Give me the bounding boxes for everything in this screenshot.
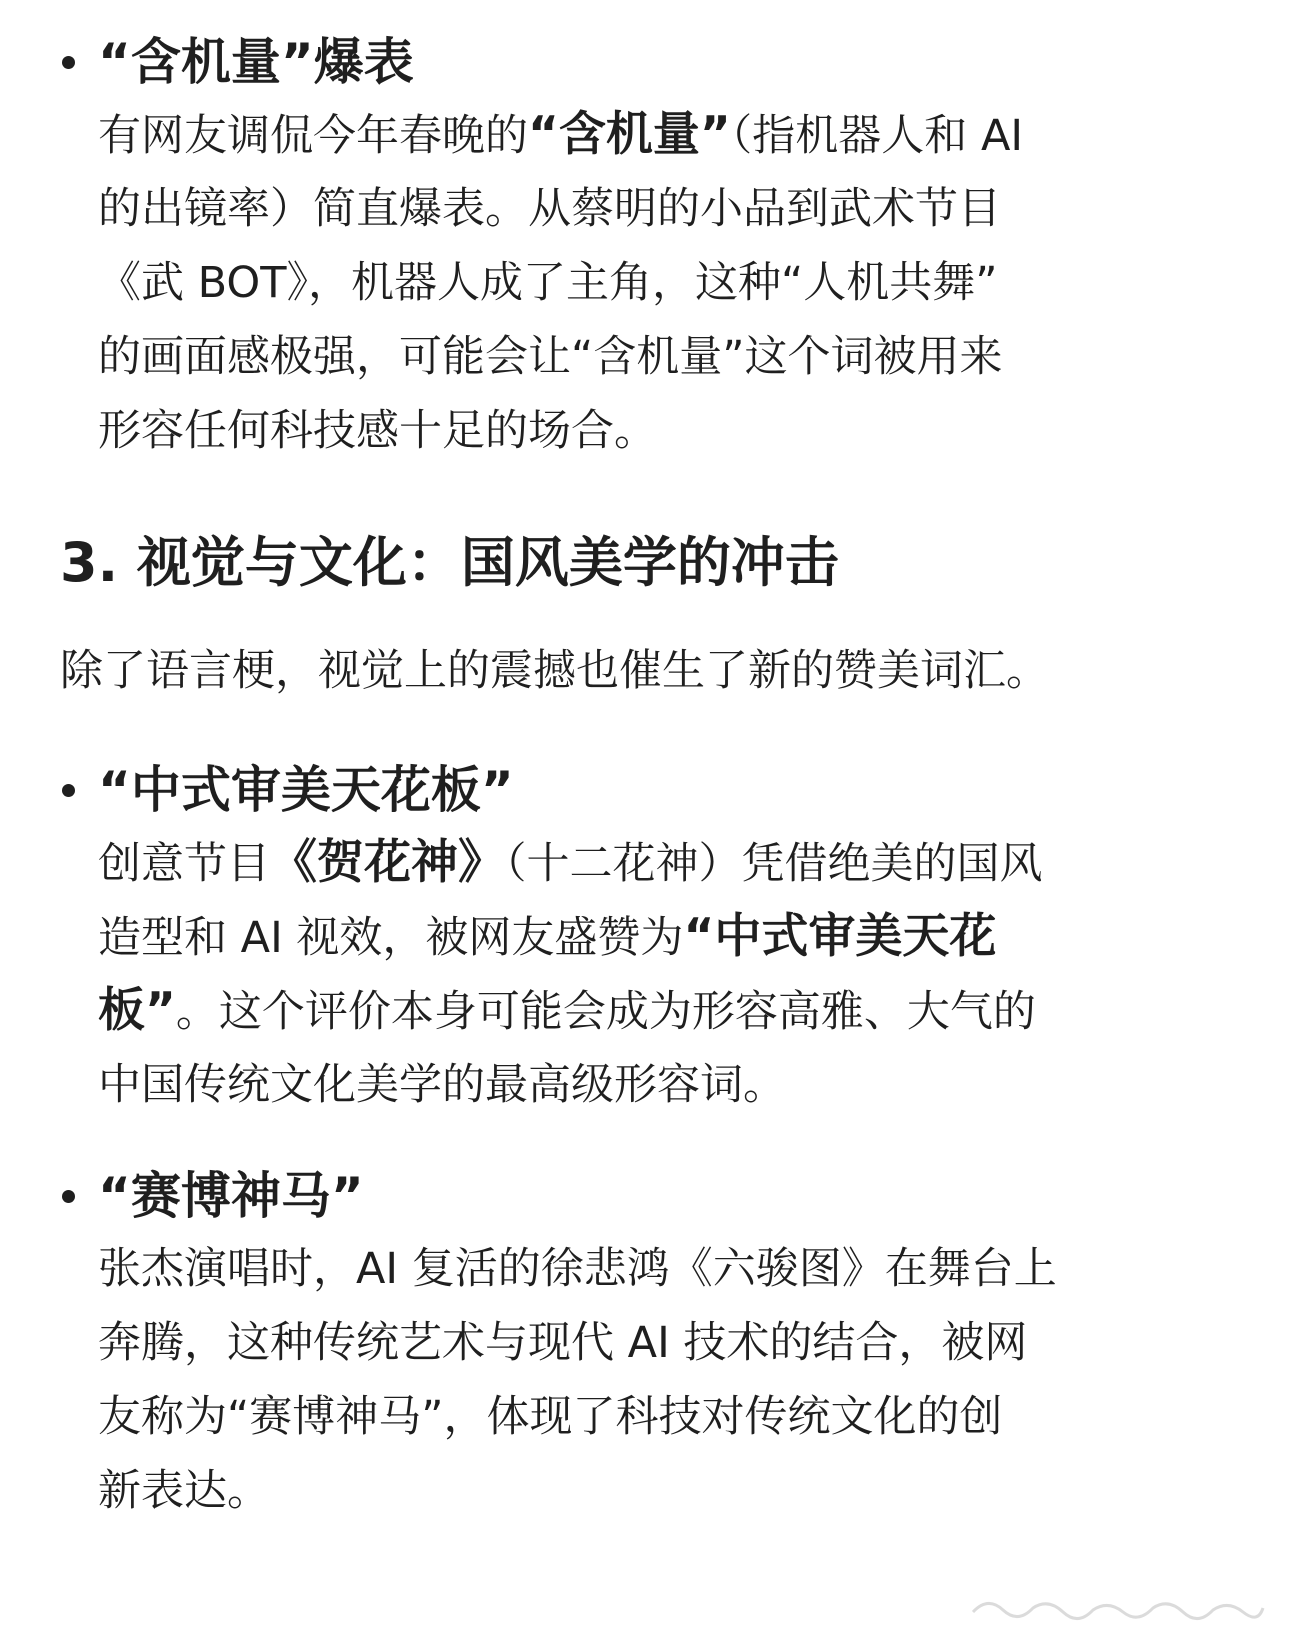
bullet-point (62, 1190, 75, 1203)
body-line: 《武 BOT》，机器人成了主角，这种“人机共舞” (98, 258, 998, 308)
item-body (98, 98, 1188, 468)
item-title: “中式审美天花板” (98, 761, 514, 819)
item-body (98, 1232, 1188, 1528)
body-line: 张杰演唱时，AI 复活的徐悲鸿《六骏图》在舞台上 (98, 1244, 1057, 1294)
body-line: 的画面感极强，可能会让“含机量”这个词被用来 (98, 332, 1003, 382)
body-line: 友称为“赛博神马”，体现了科技对传统文化的创 (98, 1392, 1003, 1442)
item-title: “赛博神马” (98, 1167, 364, 1225)
item-body (98, 826, 1188, 1122)
body-line: 板”。这个评价本身可能会成为形容高雅、大气的 (98, 983, 1036, 1038)
bullet-point (62, 56, 75, 69)
body-line: 有网友调侃今年春晚的“含机量”（指机器人和 AI (98, 107, 1024, 162)
body-line: 新表达。 (98, 1466, 270, 1516)
section-heading: 3. 视觉与文化：国风美学的冲击 (60, 531, 839, 594)
body-line: 的出镜率）简直爆表。从蔡明的小品到武术节目 (98, 184, 1001, 234)
bullet-point (62, 784, 75, 797)
watermark-icon (968, 1590, 1268, 1626)
body-line: 中国传统文化美学的最高级形容词。 (98, 1060, 786, 1110)
body-line: 造型和 AI 视效，被网友盛赞为“中式审美天花 (98, 909, 997, 964)
body-line: 奔腾，这种传统艺术与现代 AI 技术的结合，被网 (98, 1318, 1028, 1368)
body-line: 创意节目《贺花神》（十二花神）凭借绝美的国风 (98, 835, 1043, 890)
section-intro: 除了语言梗，视觉上的震撼也催生了新的赞美词汇。 (60, 646, 1049, 696)
body-line: 形容任何科技感十足的场合。 (98, 406, 657, 456)
item-title: “含机量”爆表 (98, 33, 414, 91)
